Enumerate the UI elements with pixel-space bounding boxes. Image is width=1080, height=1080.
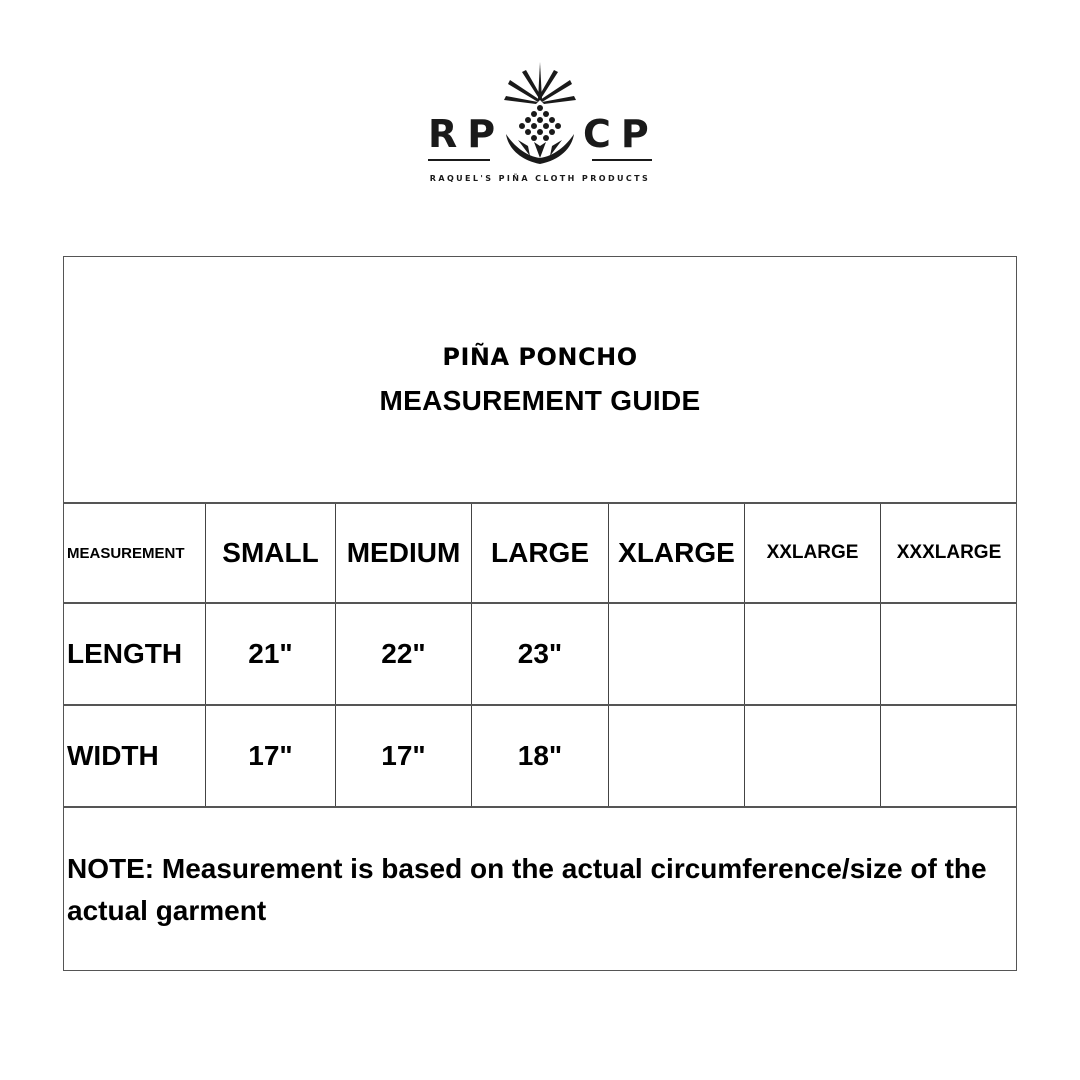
pineapple-icon	[500, 60, 580, 170]
header-cell-xlarge: XLARGE	[609, 504, 745, 602]
row-label: WIDTH	[64, 706, 206, 806]
table-cell: 17"	[336, 706, 472, 806]
table-cell	[745, 604, 881, 704]
header-cell-medium: MEDIUM	[336, 504, 472, 602]
product-name: PIÑA PONCHO	[442, 343, 638, 371]
table-cell	[609, 604, 745, 704]
measurement-table	[63, 256, 1017, 971]
table-header-row	[64, 504, 1016, 604]
table-cell: 22"	[336, 604, 472, 704]
table-cell: 17"	[206, 706, 336, 806]
table-row-width	[64, 706, 1016, 808]
header-cell-xxlarge: XXLARGE	[745, 504, 881, 602]
header-cell-small: SMALL	[206, 504, 336, 602]
table-cell: 23"	[472, 604, 609, 704]
table-cell: 21"	[206, 604, 336, 704]
table-row-length	[64, 604, 1016, 706]
logo-rule-left	[428, 159, 490, 161]
table-cell	[881, 706, 1017, 806]
table-cell	[881, 604, 1017, 704]
logo-letters-right: CP	[583, 112, 659, 156]
row-label: LENGTH	[64, 604, 206, 704]
table-title-cell	[64, 257, 1016, 504]
header-cell-measurement: MEASUREMENT	[64, 504, 206, 602]
brand-logo	[420, 60, 660, 190]
logo-tagline: RAQUEL'S PIÑA CLOTH PRODUCTS	[429, 174, 651, 183]
header-cell-xxxlarge: XXXLARGE	[896, 542, 1002, 563]
measurement-note: NOTE: Measurement is based on the actual circumference/size of the actual garment	[67, 853, 987, 926]
logo-letters-left: RP	[428, 112, 506, 156]
guide-title: MEASUREMENT GUIDE	[379, 385, 701, 416]
header-cell-large: LARGE	[472, 504, 609, 602]
logo-rule-right	[592, 159, 652, 161]
table-cell: 18"	[472, 706, 609, 806]
table-cell	[745, 706, 881, 806]
table-cell	[609, 706, 745, 806]
